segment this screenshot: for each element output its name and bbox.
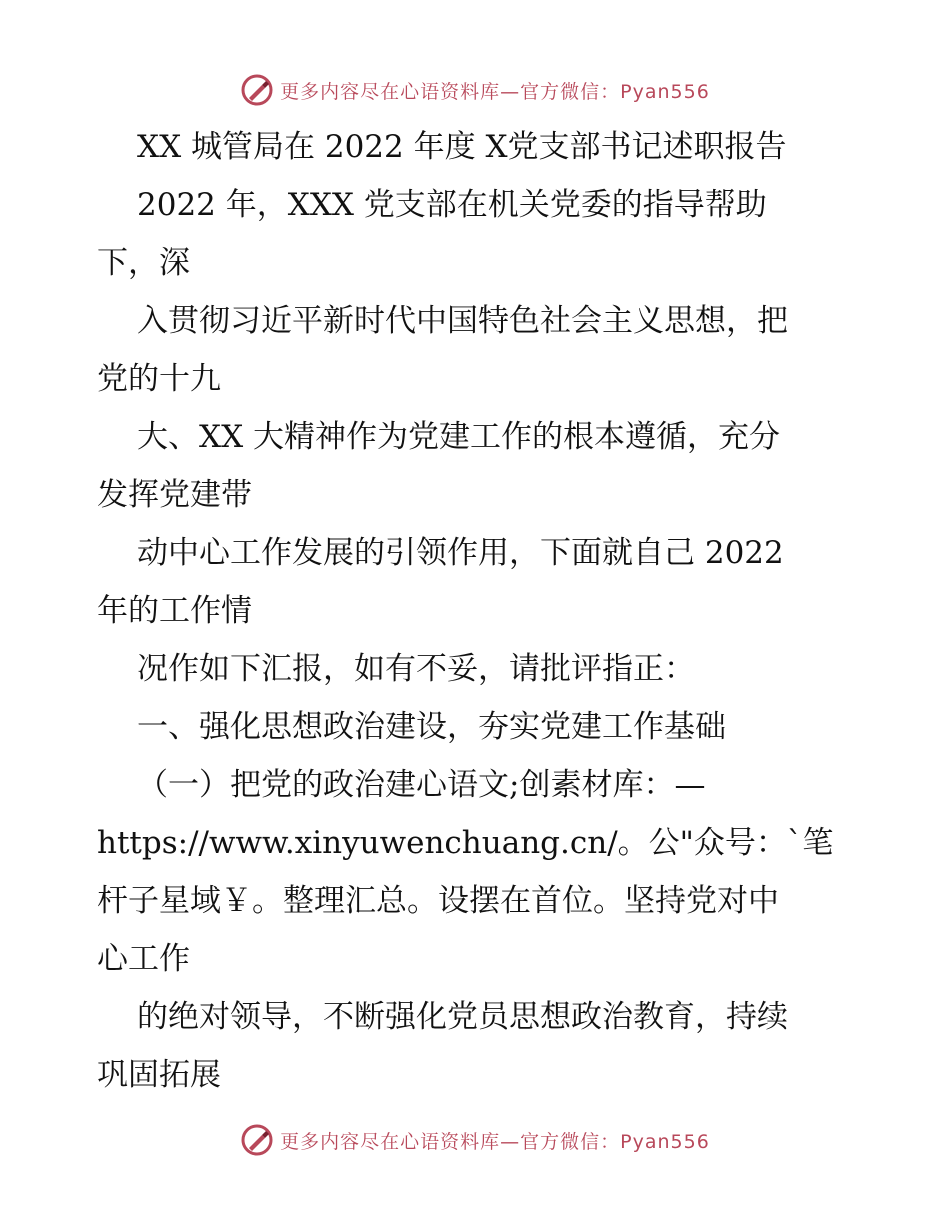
pen-logo-icon [240, 73, 274, 107]
document-body [97, 118, 887, 1104]
paragraph-line: 2022 年，XXX 党支部在机关党委的指导帮助 [137, 187, 767, 223]
paragraph-line: 动中心工作发展的引领作用，下面就自己 2022 [137, 535, 784, 571]
paragraph-line: https://www.xinyuwenchuang.cn/。公"众号：`笔 [97, 825, 834, 861]
paragraph-line: 巩固拓展 [97, 1057, 221, 1093]
paragraph-line: 况作如下汇报，如有不妥，请批评指正： [137, 651, 695, 687]
watermark-text: 更多内容尽在心语资料库—官方微信：Pyan556 [280, 80, 710, 103]
section-heading: 一、强化思想政治建设，夯实党建工作基础 [137, 709, 726, 745]
subsection-heading: （一）把党的政治建心语文;创素材库：— [137, 767, 706, 803]
paragraph-line: 杆子星域￥。整理汇总。设摆在首位。坚持党对中 [97, 883, 779, 919]
paragraph-line: 下，深 [97, 245, 190, 281]
watermark-text: 更多内容尽在心语资料库—官方微信：Pyan556 [280, 1130, 710, 1153]
header-watermark-banner [0, 70, 950, 110]
document-title: XX 城管局在 2022 年度 X党支部书记述职报告 [137, 129, 787, 165]
paragraph-line: 发挥党建带 [97, 477, 252, 513]
pen-logo-icon [240, 1123, 274, 1157]
paragraph-line: 的绝对领导，不断强化党员思想政治教育，持续 [137, 999, 788, 1035]
paragraph-line: 年的工作情 [97, 593, 252, 629]
paragraph-line: 党的十九 [97, 361, 221, 397]
paragraph-line: 大、XX 大精神作为党建工作的根本遵循，充分 [137, 419, 780, 455]
paragraph-line: 心工作 [97, 941, 190, 977]
paragraph-line: 入贯彻习近平新时代中国特色社会主义思想，把 [137, 303, 788, 339]
footer-watermark-banner [0, 1120, 950, 1160]
